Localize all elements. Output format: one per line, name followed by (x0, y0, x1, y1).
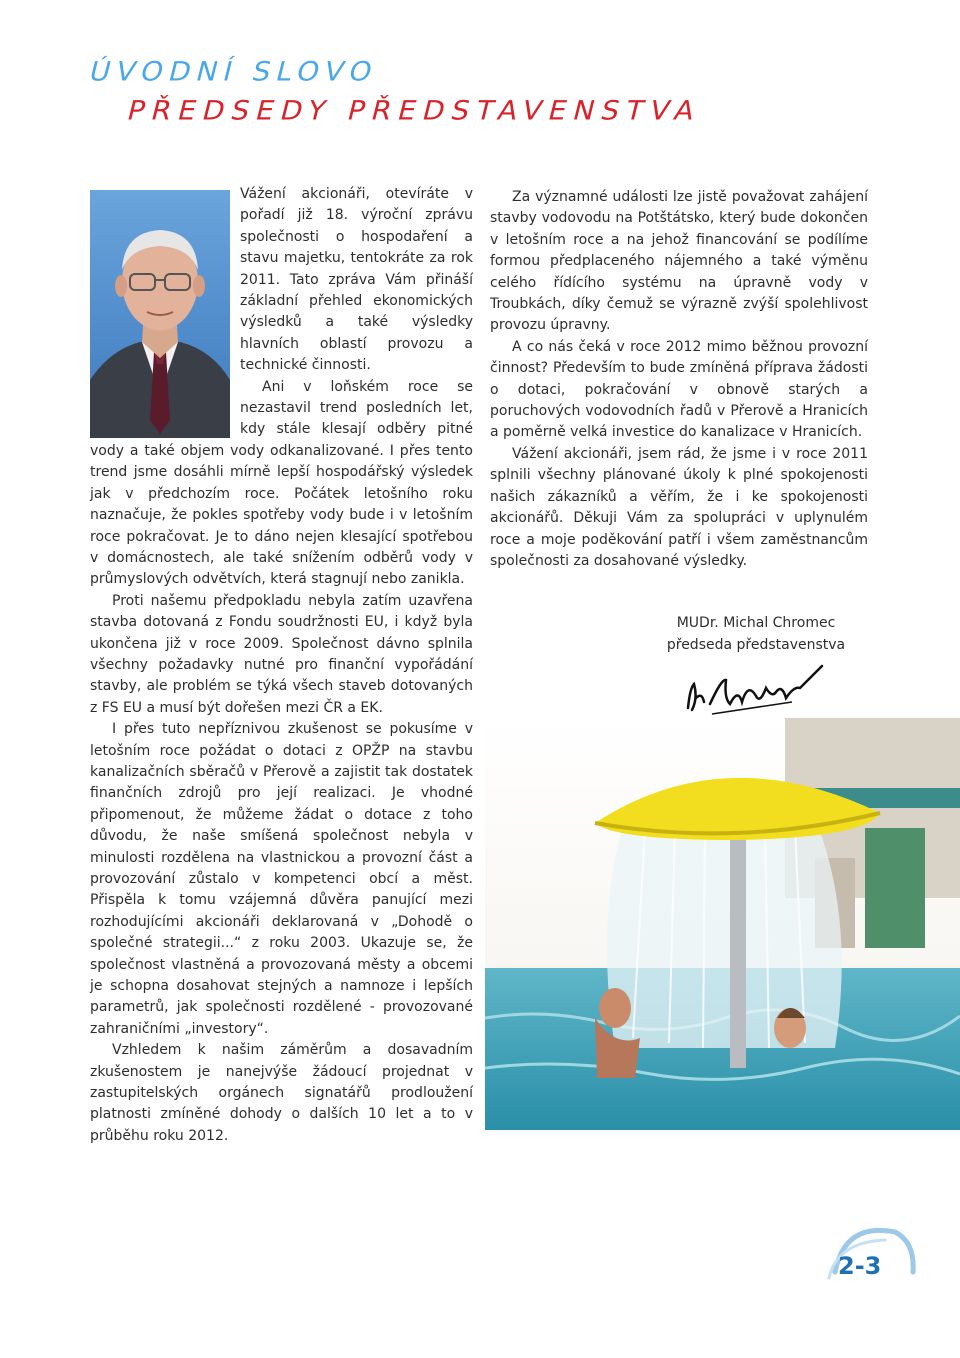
title-line-2: PŘEDSEDY PŘEDSTAVENSTVA (124, 94, 705, 127)
letter-paragraph: I přes tuto nepříznivou zkušenost se pokusíme v letošním roce požádat o dotaci z OPŽP na stavbu kanalizačních sběračů v Přerově a zajistit tak dostatek finančních zdrojů pro její realizaci. Je vhodné připomenout, že můžeme žádat o dotace z toho důvodu, že naše smíšená společnost nebyla v minulosti rozdělena na vlastnickou a provozní část a provozování zůstalo v kompetenci obcí a měst. Přispěla k tomu vzájemná důvěra panující mezi rozhodujícími akcionáři deklarovaná v „Dohodě o společné strategii...“ z roku 2003. Ukazuje se, že společnost vlastněná a provozovaná městy a obcemi je schopna dosahovat stejných a namnoze i lepších parametrů, jak společnosti rozdělené - provozované zahraničními „investory“. (90, 721, 473, 1037)
letter-paragraph: Za významné události lze jistě považovat zahájení stavby vodovodu na Potštátsko, který bude dokončen v letošním roce a na jehož financování se podílíme formou předplaceného nájemného a také výměnu celého řídícího systému na úpravně vody v Troubkách, díky čemuž se výrazně zvýší spolehlivost provozu úpravny. (490, 189, 868, 334)
signatory-role: předseda představenstva (666, 637, 846, 653)
letter-paragraph: A co nás čeká v roce 2012 mimo běžnou provozní činnost? Především to bude zmíněná příprava žádosti o dotaci, pokračování v obnově starých a poruchových vodovodních řadů v Přerově a Hranicích a poměrně velká investice do kanalizace v Hranicích. (490, 338, 868, 441)
letter-paragraph: Vážení akcionáři, otevíráte v pořadí již 18. výroční zprávu společnosti o hospodaření a stavu majetku, tentokráte za rok 2011. Tato zpráva Vám přináší základní přehled ekonomických výsledků a také výsledky hlavních oblastí provozu a technické činnosti. (240, 186, 473, 374)
signature-block (656, 612, 856, 656)
letter-left-column (90, 184, 473, 1147)
letter-paragraph: Proti našemu předpokladu nebyla zatím uzavřena stavba dotovaná z Fondu soudržnosti EU, i když byla ukončena již v roce 2009. Společnost dávno splnila všechny požadavky nutné pro finanční vypořádání stavby, ale problém se týká všech staveb dotovaných z FS EU a musí být dořešen mezi ČR a EK. (90, 592, 473, 716)
fountain-photo (485, 718, 960, 1130)
letter-paragraph: Vážení akcionáři, jsem rád, že jsme i v roce 2011 splnili všechny plánované úkoly k plné spokojenosti našich zákazníků a věřím, že i ke spokojenosti akcionářů. Děkuji Vám za spolupráci v uplynulém roce a moje poděkování patří i všem zaměstnancům společnosti za dosahované výsledky. (490, 445, 868, 569)
letter-paragraph: Vzhledem k našim záměrům a dosavadním zkušenostem je nanejvýše žádoucí projednat v zastupitelských orgánech signatářů prodloužení platnosti zmíněné dohody o dalších 10 let a to v průběhu roku 2012. (90, 1042, 473, 1144)
letter-paragraph: Ani v loňském roce se nezastavil trend posledních let, kdy stále klesají odběry pitné vody a také objem vody odkanalizované. I přes tento trend jsme dosáhli mírně lepší hospodářský výsledek jak v předchozím roce. Počátek letošního roku naznačuje, že pokles spotřeby vody bude i v letošním roce pokračovat. Je to dáno nejen klesající spotřebou v domácnostech, ale také snížením odběrů vody v průmyslových odvětvích, která stagnují nebo zanikla. (90, 378, 473, 588)
page-number: 2-3 (838, 1252, 882, 1280)
letter-right-column (490, 187, 868, 572)
title-line-1: ÚVODNÍ SLOVO (86, 55, 382, 88)
signatory-name: MUDr. Michal Chromec (676, 615, 836, 631)
